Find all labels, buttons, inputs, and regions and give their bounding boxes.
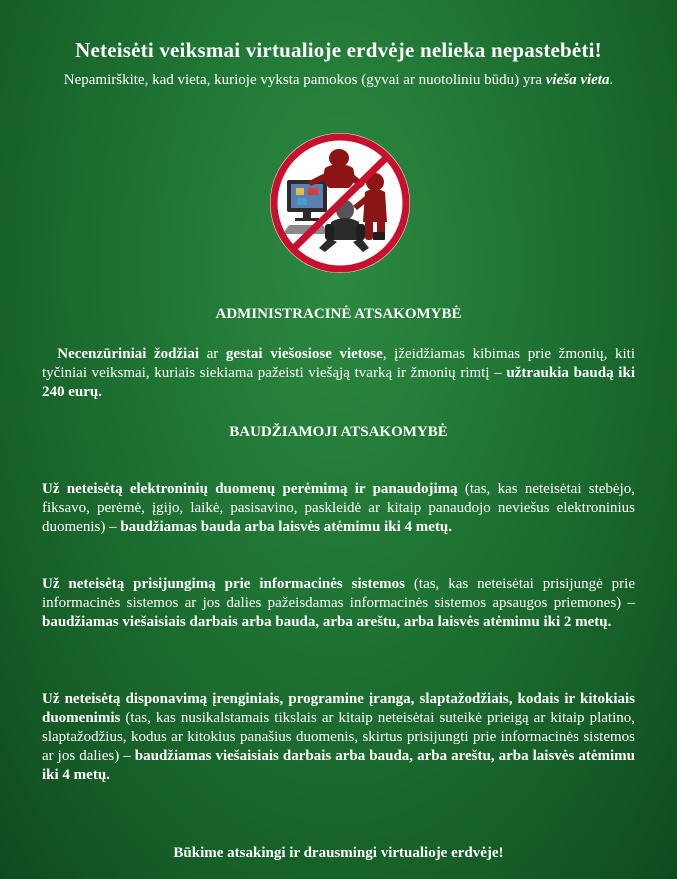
phone-icon — [373, 232, 385, 240]
subtitle-text: Nepamirškite, kad vieta, kurioje vyksta pamokos (gyvai ar nuotoliniu būdu) yra — [63, 72, 546, 88]
criminal-item — [42, 480, 635, 537]
offense-title: Už neteisėtą elektroninių duomenų perėmimą ir panaudojimą — [42, 481, 458, 497]
offense-title: Už neteisėtą disponavimą įrenginiais, programine įranga, slaptažodžiais, kodais ir kitokiais duomenimis — [42, 691, 635, 726]
offense-title: Už neteisėtą prisijungimą prie informacinės sistemos — [42, 576, 405, 592]
criminal-heading: BAUDŽIAMOJI ATSAKOMYBĖ — [229, 424, 448, 440]
subtitle-end: . — [609, 72, 614, 88]
penalty-text: užtraukia baudą iki 240 eurų. — [42, 365, 635, 400]
criminal-item — [42, 575, 635, 632]
text-span: , įžeidžiamas kibimas prie žmonių, kiti tyčiniai veiksmai, kuriais siekiama pažeisti viešąją tvarką ir žmonių rimtį – — [42, 346, 636, 381]
criminal-item — [42, 690, 635, 785]
administrative-paragraph — [42, 345, 635, 402]
bold-phrase: gestai viešosiose vietose — [225, 346, 383, 362]
penalty-text: baudžiamas viešaisiais darbais arba bauda, arba areštu, arba laisvės atėmimu iki 4 metų. — [42, 748, 635, 783]
penalty-text: baudžiamas viešaisiais darbais arba bauda, arba areštu, arba laisvės atėmimu iki 2 metų. — [42, 614, 612, 630]
no-cyberbullying-icon — [267, 130, 413, 276]
offense-description: (tas, kas nusikalstamais tikslais ar kitaip neteisėtai suteikė prieigą ar kitaip platino, slaptažodžius, kodus ar kitokius panašius duomenis, skirtus prisijungti prie informacinės sistemos ar jos dalies) – — [42, 710, 635, 764]
computer-icon — [283, 180, 329, 234]
subtitle — [0, 72, 677, 89]
penalty-text: baudžiamas bauda arba laisvės atėmimu iki 4 metų. — [120, 519, 453, 535]
page-title: Neteisėti veiksmai virtualioje erdvėje nelieka nepastebėti! — [75, 38, 602, 62]
indent — [42, 346, 57, 362]
text-span: ar — [199, 346, 226, 362]
administrative-heading: ADMINISTRACINĖ ATSAKOMYBĖ — [215, 306, 462, 322]
subtitle-emphasis: vieša vieta — [545, 72, 610, 88]
bold-phrase: Necenzūriniai žodžiai — [57, 346, 200, 362]
closing-statement: Būkime atsakingi ir drausmingi virtualioje erdvėje! — [173, 845, 504, 861]
offense-description: (tas, kas neteisėtai prisijungė prie informacinės sistemos ar jos dalies pažeisdamas informacinės sistemos apsaugos priemones) – — [42, 576, 635, 611]
offense-description: (tas, kas neteisėtai stebėjo, fiksavo, perėmė, įgijo, laikė, pasisavino, paskleidė ar kitaip panaudojo neviešus elektroninius duomenis) – — [42, 481, 635, 535]
